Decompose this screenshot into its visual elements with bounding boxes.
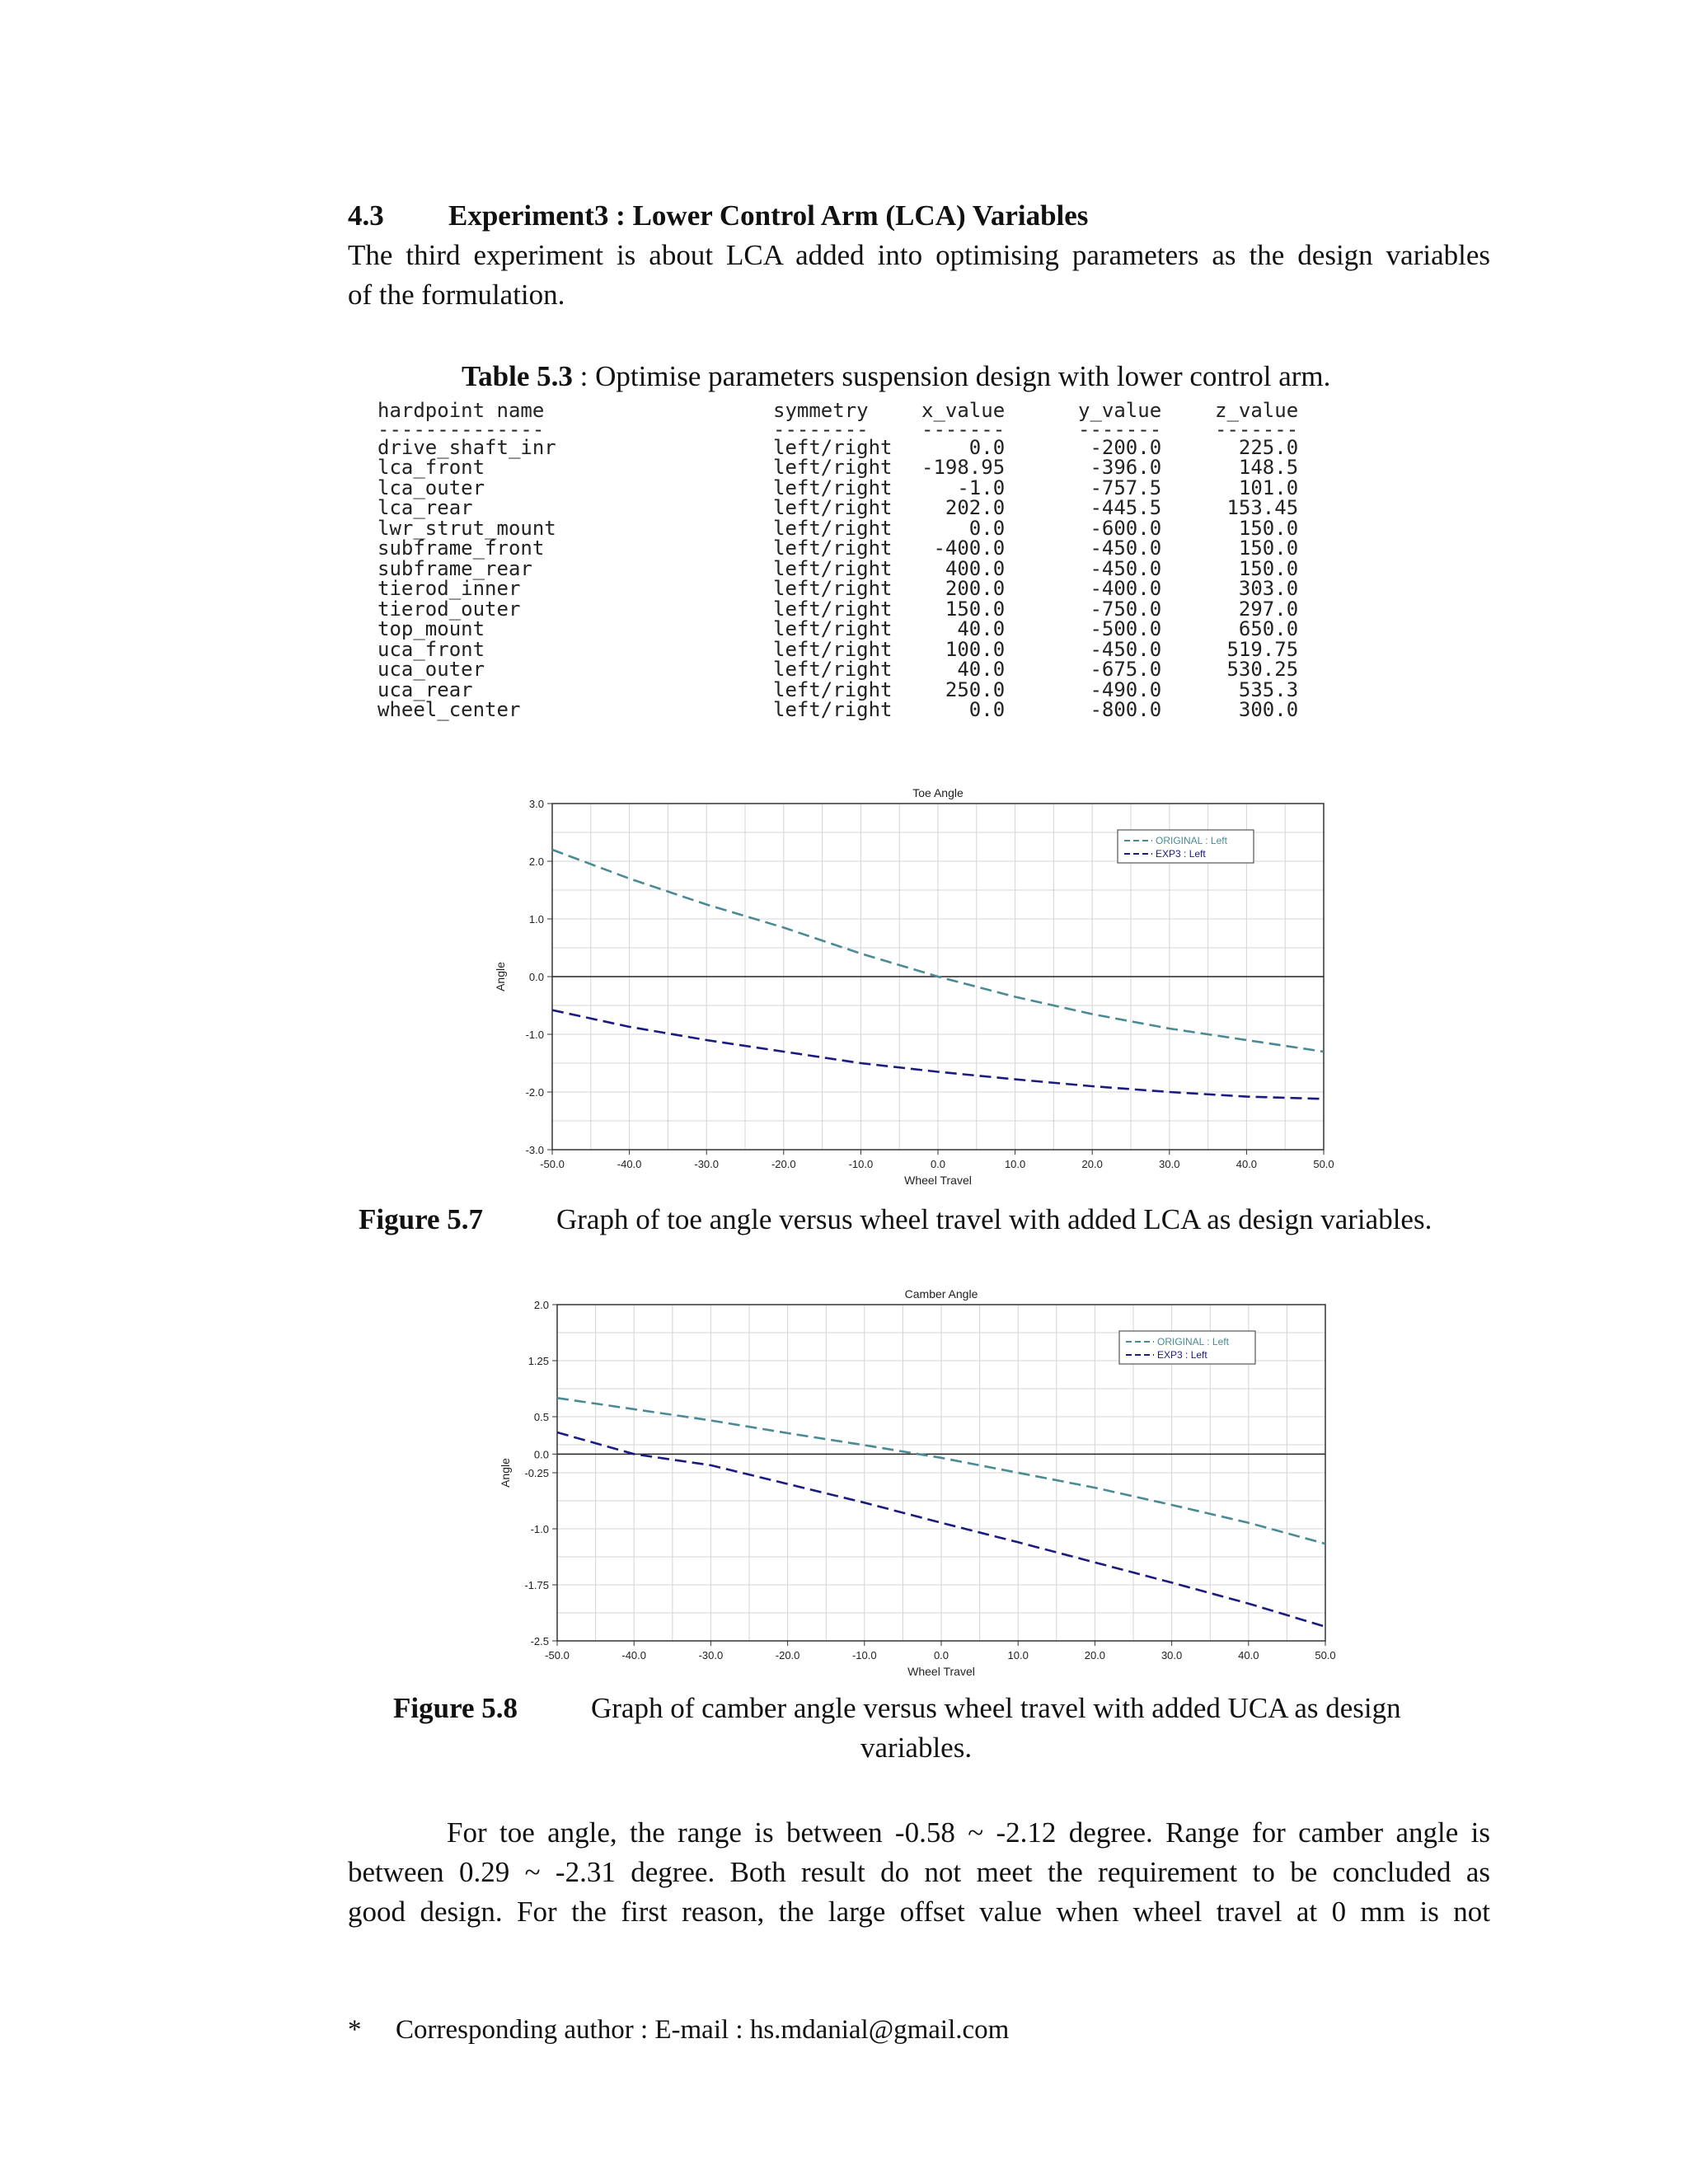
chart-title: Toe Angle xyxy=(912,786,964,799)
x-tick-label: 0.0 xyxy=(930,1158,946,1170)
x-tick-label: -20.0 xyxy=(771,1158,796,1170)
table-dash-row xyxy=(377,421,1298,438)
footer-asterisk: * xyxy=(348,2015,362,2045)
cell-z: 300.0 xyxy=(1238,698,1299,721)
x-tick-label: 30.0 xyxy=(1160,1649,1183,1661)
x-tick-label: 50.0 xyxy=(1313,1158,1334,1170)
cell-y: -675.0 xyxy=(1090,658,1162,681)
cell-name: lca_rear xyxy=(377,496,473,519)
camber-angle-chart xyxy=(470,1282,1352,1681)
cell-z: 225.0 xyxy=(1238,435,1299,459)
cell-z: 530.25 xyxy=(1226,658,1299,681)
y-tick-label: -1.0 xyxy=(525,1029,544,1041)
cell-name: lca_outer xyxy=(377,476,485,499)
cell-x: 0.0 xyxy=(968,516,1006,540)
x-tick-label: -20.0 xyxy=(775,1649,800,1661)
figure-5-8-text-line-2: variables. xyxy=(860,1732,973,1764)
cell-x: 0.0 xyxy=(968,435,1006,459)
cell-name: subframe_rear xyxy=(377,556,532,580)
cell-y: -200.0 xyxy=(1090,435,1162,459)
y-tick-label: -3.0 xyxy=(525,1144,544,1156)
table-row xyxy=(377,640,1298,660)
cell-y: -396.0 xyxy=(1090,456,1162,479)
cell-x: 150.0 xyxy=(945,597,1006,621)
cell-y: -600.0 xyxy=(1090,516,1162,540)
cell-symmetry: left/right xyxy=(773,597,893,621)
header-hardpoint-name: hardpoint name xyxy=(377,399,545,422)
y-tick-label: 2.0 xyxy=(533,1299,549,1311)
table-row xyxy=(377,659,1298,680)
dash-cell: ------- xyxy=(1215,417,1299,441)
cell-z: 148.5 xyxy=(1238,456,1299,479)
x-tick-label: -30.0 xyxy=(694,1158,720,1170)
cell-x: -198.95 xyxy=(921,456,1006,479)
legend-label: ORIGINAL : Left xyxy=(1156,835,1227,846)
y-tick-label: 1.0 xyxy=(528,913,544,926)
table-row xyxy=(377,538,1298,559)
cell-z: 150.0 xyxy=(1238,537,1299,560)
cell-name: wheel_center xyxy=(377,698,521,721)
y-tick-label: -1.0 xyxy=(530,1523,549,1535)
cell-name: top_mount xyxy=(377,617,485,640)
table-row xyxy=(377,599,1298,620)
table-row xyxy=(377,619,1298,640)
cell-y: -445.5 xyxy=(1090,496,1162,519)
x-tick-label: 50.0 xyxy=(1315,1649,1336,1661)
x-tick-label: -30.0 xyxy=(698,1649,724,1661)
y-axis-label: Angle xyxy=(499,1458,512,1488)
y-tick-label: 1.25 xyxy=(528,1355,549,1367)
legend-label: ORIGINAL : Left xyxy=(1157,1336,1229,1347)
x-tick-label: -10.0 xyxy=(851,1649,877,1661)
figure-5-7-text: Graph of toe angle versus wheel travel with added LCA as design variables. xyxy=(556,1203,1432,1235)
x-tick-label: 30.0 xyxy=(1159,1158,1180,1170)
x-tick-label: 40.0 xyxy=(1236,1158,1258,1170)
y-tick-label: -1.75 xyxy=(524,1579,549,1591)
x-axis-label: Wheel Travel xyxy=(907,1665,975,1678)
cell-z: 153.45 xyxy=(1226,496,1299,519)
cell-x: -1.0 xyxy=(957,476,1006,499)
header-z-value: z_value xyxy=(1215,399,1299,422)
cell-y: -490.0 xyxy=(1090,677,1162,701)
cell-symmetry: left/right xyxy=(773,516,893,540)
header-symmetry: symmetry xyxy=(773,399,869,422)
x-tick-label: -10.0 xyxy=(848,1158,874,1170)
cell-name: lca_front xyxy=(377,456,485,479)
hardpoint-table xyxy=(377,401,1298,720)
cell-symmetry: left/right xyxy=(773,658,893,681)
cell-x: 0.0 xyxy=(968,698,1006,721)
dash-cell: ------- xyxy=(921,417,1006,441)
x-tick-label: 10.0 xyxy=(1007,1649,1029,1661)
table-row xyxy=(377,438,1298,458)
y-tick-label: -2.0 xyxy=(525,1086,544,1099)
x-tick-label: 0.0 xyxy=(933,1649,950,1661)
cell-x: 202.0 xyxy=(945,496,1006,519)
x-tick-label: -50.0 xyxy=(540,1158,565,1170)
table-label: Table 5.3 xyxy=(462,360,573,392)
cell-x: -400.0 xyxy=(933,537,1006,560)
cell-symmetry: left/right xyxy=(773,677,893,701)
cell-y: -750.0 xyxy=(1090,597,1162,621)
toe-angle-chart xyxy=(470,779,1352,1191)
cell-z: 150.0 xyxy=(1238,516,1299,540)
header-y-value: y_value xyxy=(1078,399,1162,422)
cell-x: 200.0 xyxy=(945,577,1006,600)
cell-z: 303.0 xyxy=(1238,577,1299,600)
dash-cell: -------- xyxy=(773,417,869,441)
table-row xyxy=(377,559,1298,579)
legend-label: EXP3 : Left xyxy=(1156,848,1206,860)
intro-line-1: The third experiment is about LCA added into optimising parameters as the design variables xyxy=(348,239,1490,271)
cell-symmetry: left/right xyxy=(773,435,893,459)
cell-symmetry: left/right xyxy=(773,456,893,479)
cell-symmetry: left/right xyxy=(773,637,893,661)
cell-z: 150.0 xyxy=(1238,556,1299,580)
cell-name: uca_outer xyxy=(377,658,485,681)
table-row xyxy=(377,518,1298,539)
x-tick-label: 10.0 xyxy=(1004,1158,1026,1170)
table-row xyxy=(377,498,1298,518)
cell-y: -757.5 xyxy=(1090,476,1162,499)
cell-name: drive_shaft_inr xyxy=(377,435,556,459)
y-tick-label: 0.5 xyxy=(533,1411,549,1423)
table-caption xyxy=(462,360,1330,393)
cell-name: tierod_inner xyxy=(377,577,521,600)
figure-5-8-text-line-1: Graph of camber angle versus wheel travel with added UCA as design xyxy=(591,1692,1401,1724)
y-tick-label: 3.0 xyxy=(528,798,544,810)
cell-x: 250.0 xyxy=(945,677,1006,701)
table-row xyxy=(377,579,1298,599)
intro-line-2: of the formulation. xyxy=(348,279,565,311)
cell-y: -500.0 xyxy=(1090,617,1162,640)
cell-x: 40.0 xyxy=(957,617,1006,640)
y-tick-label: 2.0 xyxy=(528,855,544,868)
section-number: 4.3 xyxy=(348,199,384,232)
figure-5-7-label: Figure 5.7 xyxy=(359,1203,484,1235)
cell-z: 101.0 xyxy=(1238,476,1299,499)
y-axis-label: Angle xyxy=(494,962,507,991)
cell-z: 535.3 xyxy=(1238,677,1299,701)
cell-symmetry: left/right xyxy=(773,556,893,580)
y-tick-label: 0.0 xyxy=(528,971,544,983)
x-tick-label: 20.0 xyxy=(1084,1649,1106,1661)
cell-symmetry: left/right xyxy=(773,537,893,560)
cell-name: uca_rear xyxy=(377,677,473,701)
table-row xyxy=(377,457,1298,478)
cell-y: -450.0 xyxy=(1090,637,1162,661)
table-row xyxy=(377,478,1298,499)
y-tick-label: -0.25 xyxy=(524,1467,549,1479)
figure-5-8-label: Figure 5.8 xyxy=(393,1692,518,1724)
cell-symmetry: left/right xyxy=(773,698,893,721)
x-tick-label: 20.0 xyxy=(1081,1158,1103,1170)
cell-z: 297.0 xyxy=(1238,597,1299,621)
y-tick-label: 0.0 xyxy=(533,1448,549,1461)
cell-symmetry: left/right xyxy=(773,496,893,519)
dash-cell: -------------- xyxy=(377,417,545,441)
x-tick-label: -50.0 xyxy=(545,1649,570,1661)
figure-5-7-caption xyxy=(359,1203,483,1236)
cell-symmetry: left/right xyxy=(773,476,893,499)
table-row xyxy=(377,680,1298,701)
body-line-1: For toe angle, the range is between -0.58 ~ -2.12 degree. Range for camber angle is xyxy=(447,1816,1490,1849)
chart-title: Camber Angle xyxy=(904,1287,978,1301)
body-line-2: between 0.29 ~ -2.31 degree. Both result do not meet the requirement to be concluded as xyxy=(348,1856,1490,1888)
table-row xyxy=(377,700,1298,720)
x-axis-label: Wheel Travel xyxy=(904,1174,972,1187)
section-heading xyxy=(348,199,1088,232)
x-tick-label: -40.0 xyxy=(621,1649,647,1661)
cell-name: subframe_front xyxy=(377,537,545,560)
cell-symmetry: left/right xyxy=(773,617,893,640)
cell-z: 519.75 xyxy=(1226,637,1299,661)
cell-y: -400.0 xyxy=(1090,577,1162,600)
dash-cell: ------- xyxy=(1078,417,1162,441)
cell-x: 100.0 xyxy=(945,637,1006,661)
table-caption-text: : Optimise parameters suspension design with lower control arm. xyxy=(572,360,1331,392)
cell-name: uca_front xyxy=(377,637,485,661)
cell-name: tierod_outer xyxy=(377,597,521,621)
cell-y: -450.0 xyxy=(1090,556,1162,580)
footer-text: Corresponding author : E-mail : hs.mdanial@gmail.com xyxy=(396,2015,1010,2045)
cell-name: lwr_strut_mount xyxy=(377,516,556,540)
y-tick-label: -2.5 xyxy=(530,1635,549,1647)
cell-y: -800.0 xyxy=(1090,698,1162,721)
figure-5-8-caption xyxy=(393,1692,518,1725)
legend-label: EXP3 : Left xyxy=(1157,1349,1207,1361)
section-title: Experiment3 : Lower Control Arm (LCA) Variables xyxy=(448,199,1089,232)
cell-x: 40.0 xyxy=(957,658,1006,681)
body-line-3: good design. For the first reason, the large offset value when wheel travel at 0 mm is not xyxy=(348,1896,1490,1928)
cell-symmetry: left/right xyxy=(773,577,893,600)
x-tick-label: 40.0 xyxy=(1238,1649,1259,1661)
x-tick-label: -40.0 xyxy=(617,1158,642,1170)
cell-x: 400.0 xyxy=(945,556,1006,580)
cell-y: -450.0 xyxy=(1090,537,1162,560)
cell-z: 650.0 xyxy=(1238,617,1299,640)
header-x-value: x_value xyxy=(921,399,1006,422)
